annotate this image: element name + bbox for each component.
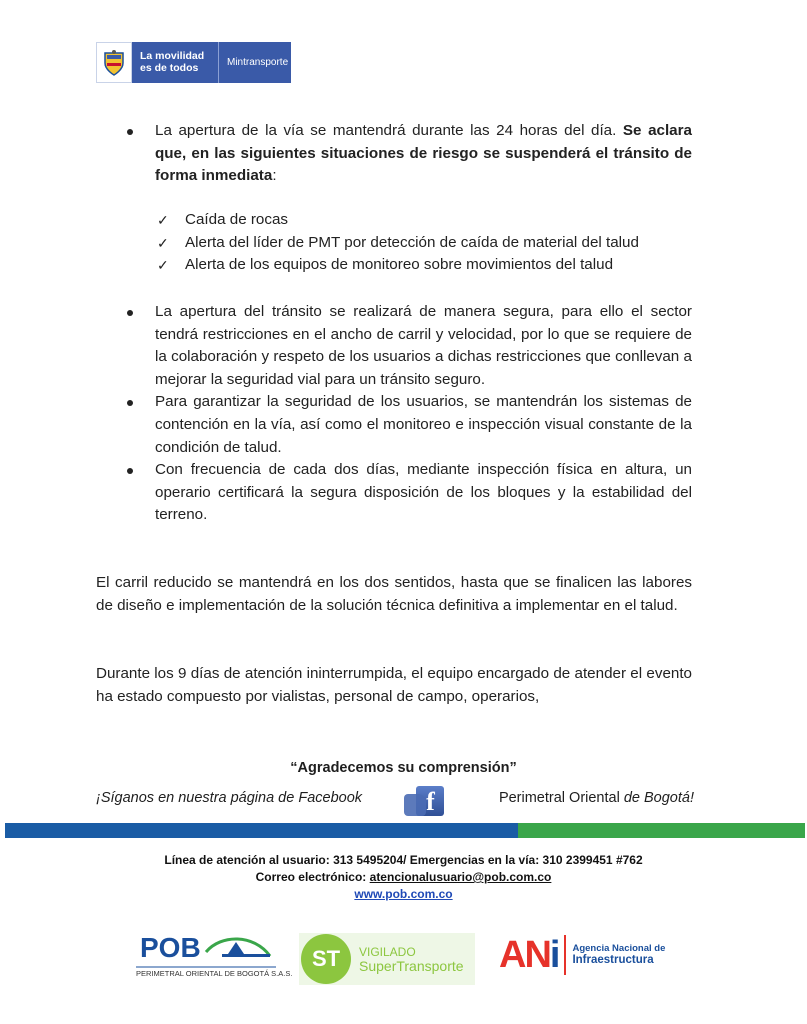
bullet-list-top (126, 120, 692, 188)
footer-band-green (518, 823, 805, 838)
bullet-tail: : (272, 167, 277, 185)
bullet-text: La apertura del tránsito se realizará de manera segura, para ello el sector tendrá restricciones en el ancho de carril y velocidad, por lo que se requiere de la colaboración y respeto de los usuarios a dichas restricciones que conllevan a mejorar la seguridad vial para un tránsito seguro. (155, 303, 692, 388)
contact-email-label: Correo electrónico: (255, 870, 370, 884)
check-list (157, 209, 697, 277)
contact-email-line (0, 869, 807, 886)
list-item (157, 254, 697, 277)
list-item (126, 120, 692, 188)
supertransporte-text (359, 945, 464, 973)
coat-of-arms-icon (96, 42, 132, 83)
checkmark-icon: ✓ (157, 212, 169, 228)
footer-band-blue (5, 823, 518, 838)
checkmark-icon: ✓ (157, 257, 169, 274)
contact-phones: Línea de atención al usuario: 313 5495204/ Emergencias en la vía: 310 2399451 #762 (164, 853, 643, 867)
facebook-f-icon: f (416, 786, 444, 816)
list-item (126, 391, 692, 459)
super-line-2: SuperTransporte (359, 958, 464, 974)
facebook-icon[interactable] (404, 780, 456, 816)
ani-mark-i: i (549, 933, 559, 976)
government-logo (96, 42, 291, 83)
bullet-text: La apertura de la vía se mantendrá durante las 24 horas del día. (155, 122, 623, 139)
supertransporte-logo (299, 933, 475, 985)
like-thumb-icon (404, 794, 426, 816)
ani-line-2: Infraestructura (572, 954, 654, 966)
logo-brand: Mintransporte (218, 42, 291, 83)
follow-page-name (499, 790, 694, 806)
check-text: Alerta del líder de PMT por detección de caída de material del talud (185, 233, 639, 251)
bullet-list (126, 301, 692, 527)
list-item (126, 459, 692, 527)
page-name-text: Perimetral Oriental (498, 790, 624, 806)
bullet-bold-text: Se aclara que, en las siguientes situaciones de riesgo se suspenderá el tránsito de forma inmediata (155, 122, 692, 185)
list-item (157, 209, 697, 232)
pob-logo (136, 932, 293, 982)
ani-line-1: Agencia Nacional de (572, 943, 666, 954)
logo-line-1: La movilidad (140, 50, 205, 62)
bullet-text: Con frecuencia de cada dos días, mediante inspección física en altura, un operario certificará la segura disposición de los bloques y la estabilidad del terreno. (155, 461, 692, 524)
list-item (126, 301, 692, 391)
checkmark-icon: ✓ (157, 234, 169, 251)
pob-subtitle: PERIMETRAL ORIENTAL DE BOGOTÁ S.A.S. (136, 969, 293, 978)
check-text: Alerta de los equipos de monitoreo sobre movimientos del talud (185, 256, 614, 274)
paragraph: El carril reducido se mantendrá en los dos sentidos, hasta que se finalicen las labores de diseño e implementación de la solución técnica definitiva a implementar en el talud. (96, 574, 692, 614)
contact-email-link[interactable]: atencionalusuario@pob.com.co (369, 870, 552, 884)
bullet-text: Para garantizar la seguridad de los usuarios, se mantendrán los sistemas de contención en la vía, así como el monitoreo e inspección visual constante de la condición de talud. (155, 393, 692, 456)
page-name-italic: de Bogotá! (623, 790, 694, 806)
thanks-message: “Agradecemos su comprensión” (290, 760, 517, 776)
follow-line (96, 780, 694, 816)
ani-label (572, 943, 665, 967)
st-mark: ST (301, 934, 351, 984)
paragraph: Durante los 9 días de atención ininterrumpida, el equipo encargado de atender el evento ha estado compuesto por vialistas, personal de campo, operarios, (96, 665, 692, 705)
pob-name: POB (140, 932, 201, 963)
ani-mark-an: AN (499, 933, 550, 976)
website-link[interactable]: www.pob.com.co (354, 887, 453, 901)
ani-mark (499, 934, 558, 977)
contact-block (0, 852, 807, 903)
logo-line-2: es de todos (140, 62, 199, 74)
ani-separator (564, 935, 566, 975)
ani-logo (499, 930, 669, 980)
check-text: Caída de rocas (185, 211, 288, 228)
follow-text: ¡Síganos en nuestra página de Facebook (96, 790, 363, 806)
list-item (157, 232, 697, 255)
super-line-1: VIGILADO (359, 945, 416, 959)
logo-slogan (132, 42, 218, 83)
